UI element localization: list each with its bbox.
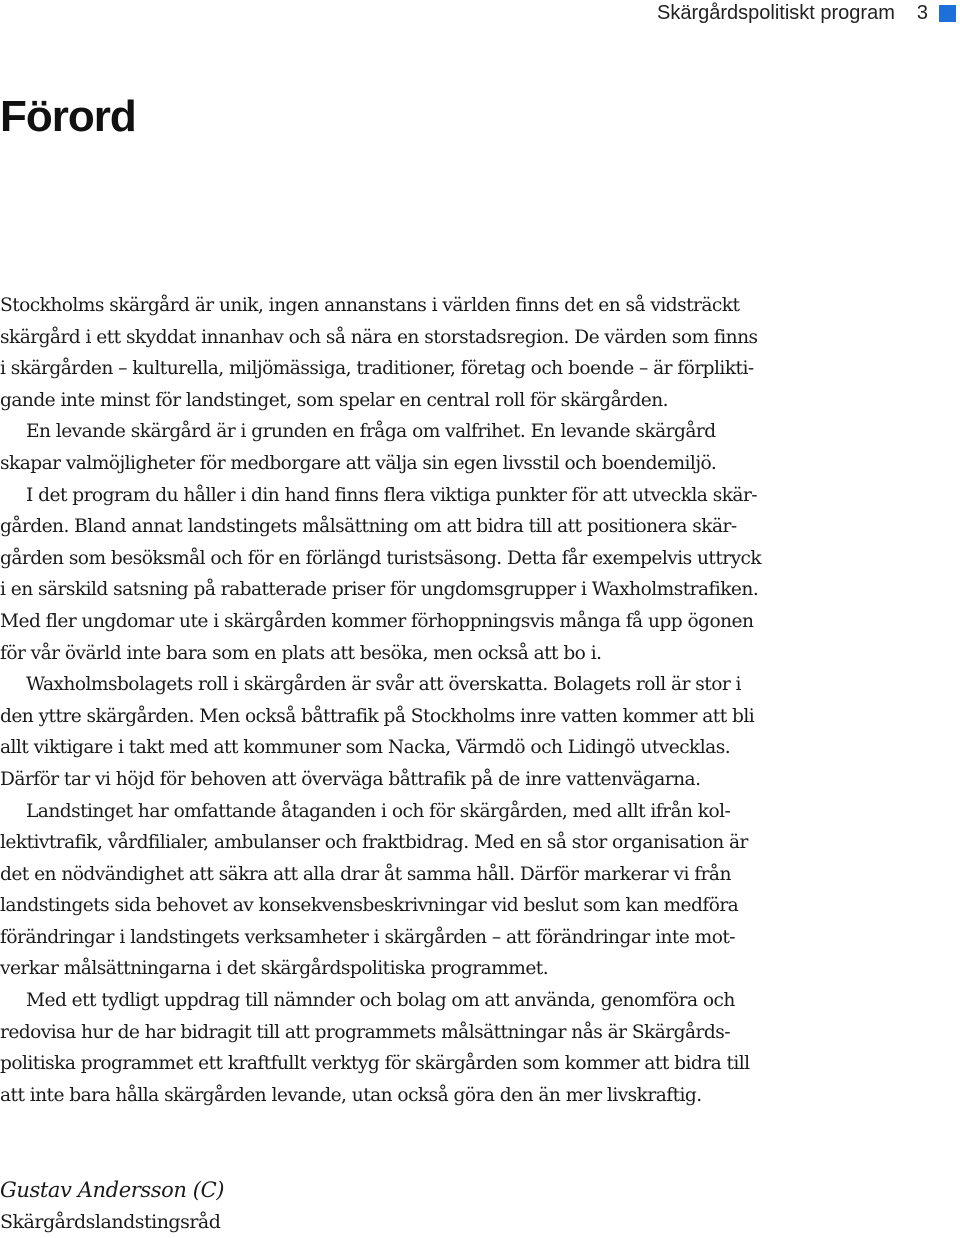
text-line: I det program du håller i din hand finns flera viktiga punkter för att utveckla skär- xyxy=(26,484,758,506)
paragraph-1 xyxy=(0,290,900,416)
paragraph-6 xyxy=(0,985,900,1111)
text-line: Landstinget har omfattande åtaganden i och för skärgården, med allt ifrån kol- xyxy=(26,800,731,822)
text-line: Med fler ungdomar ute i skärgården kommer förhoppningsvis många få upp ögonen xyxy=(0,610,754,632)
text-line: gården. Bland annat landstingets målsättning om att bidra till att positionera skär- xyxy=(0,516,737,538)
running-header xyxy=(657,0,960,26)
text-line: förändringar i landstingets verksamheter i skärgården – att förändringar inte mot- xyxy=(0,926,736,948)
text-line: Med ett tydligt uppdrag till nämnder och bolag om att använda, genomföra och xyxy=(26,990,735,1012)
text-line: för vår övärld inte bara som en plats att besöka, men också att bo i. xyxy=(0,642,602,664)
text-line: den yttre skärgården. Men också båttrafik på Stockholms inre vatten kommer att bli xyxy=(0,705,755,727)
signature-block xyxy=(0,1174,224,1238)
signature-name: Gustav Andersson (C) xyxy=(0,1178,225,1202)
blue-square-marker-icon xyxy=(939,5,956,22)
signature-role: Skärgårdslandstingsråd xyxy=(0,1211,221,1233)
text-line: skapar valmöjligheter för medborgare att välja sin egen livsstil och boendemiljö. xyxy=(0,452,717,474)
text-line: Stockholms skärgård är unik, ingen annanstans i världen finns det en så vidsträckt xyxy=(0,295,740,316)
text-line: verkar målsättningarna i det skärgårdspolitiska programmet. xyxy=(0,958,549,980)
text-line: skärgård i ett skyddat innanhav och så nära en storstadsregion. De värden som finns xyxy=(0,326,758,348)
text-line: Waxholmsbolagets roll i skärgården är svår att överskatta. Bolagets roll är stor i xyxy=(26,674,741,696)
text-line: i skärgården – kulturella, miljömässiga, traditioner, företag och boende – är förplikti- xyxy=(0,358,754,380)
text-line: det en nödvändighet att säkra att alla drar åt samma håll. Därför markerar vi från xyxy=(0,863,731,885)
text-line: gande inte minst för landstinget, som spelar en central roll för skärgården. xyxy=(0,389,669,411)
paragraph-4 xyxy=(0,669,900,795)
text-line: politiska programmet ett kraftfullt verktyg för skärgården som kommer att bidra till xyxy=(0,1053,750,1075)
page-title: Förord xyxy=(0,92,136,141)
text-line: att inte bara hålla skärgården levande, utan också göra den än mer livskraftig. xyxy=(0,1084,702,1106)
paragraph-2 xyxy=(0,416,900,479)
text-line: En levande skärgård är i grunden en fråga om valfrihet. En levande skärgård xyxy=(26,421,716,443)
text-line: allt viktigare i takt med att kommuner som Nacka, Värmdö och Lidingö utvecklas. xyxy=(0,737,731,759)
running-title: Skärgårdspolitiskt program xyxy=(657,1,895,24)
text-line: Därför tar vi höjd för behoven att överväga båttrafik på de inre vattenvägarna. xyxy=(0,768,701,790)
text-line: redovisa hur de har bidragit till att programmets målsättningar nås är Skärgårds- xyxy=(0,1021,730,1043)
text-line: gården som besöksmål och för en förlängd turistsäsong. Detta får exempelvis uttryck xyxy=(0,547,762,569)
paragraph-5 xyxy=(0,796,900,986)
page-number: 3 xyxy=(916,1,928,24)
text-line: lektivtrafik, vårdfilialer, ambulanser och fraktbidrag. Med en så stor organisation är xyxy=(0,832,748,854)
text-line: i en särskild satsning på rabatterade priser för ungdomsgrupper i Waxholmstrafiken. xyxy=(0,579,759,601)
paragraph-3 xyxy=(0,480,900,670)
body-text xyxy=(0,290,900,1111)
text-line: landstingets sida behovet av konsekvensbeskrivningar vid beslut som kan medföra xyxy=(0,895,739,917)
